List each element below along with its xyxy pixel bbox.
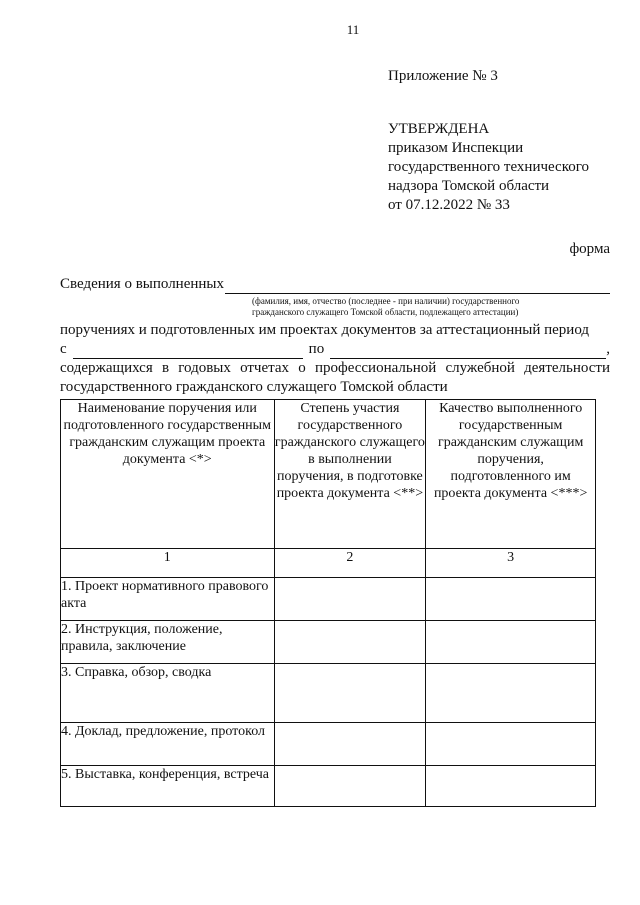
hint-line: (фамилия, имя, отчество (последнее - при наличии) государственного (252, 296, 520, 306)
column-number: 2 (274, 549, 426, 578)
quality-cell[interactable] (426, 664, 596, 723)
row-title: 3. Справка, обзор, сводка (61, 664, 275, 723)
hint-line: гражданского служащего Томской области, подлежащего аттестации) (252, 307, 519, 317)
period-line (60, 340, 610, 359)
period-to-label: по (308, 341, 325, 357)
appendix-label: Приложение № 3 (388, 68, 498, 84)
quality-cell[interactable] (426, 578, 596, 621)
intro-line-1 (60, 275, 610, 294)
participation-cell[interactable] (274, 664, 426, 723)
approval-line: надзора Томской области (388, 178, 550, 194)
table-row (61, 723, 596, 766)
name-hint (252, 296, 610, 318)
table-header-row (61, 400, 596, 549)
quality-cell[interactable] (426, 723, 596, 766)
intro-line-4: содержащихся в годовых отчетах о профессиональной служебной деятельности (60, 360, 610, 376)
header-cell: Степень участия государственного гражданского служащего в выполнении поручения, в подготовке проекта документа <**> (274, 400, 426, 549)
table-row (61, 664, 596, 723)
participation-cell[interactable] (274, 723, 426, 766)
table-row (61, 578, 596, 621)
approval-title: УТВЕРЖДЕНА (388, 121, 490, 137)
period-from-label: с (60, 341, 67, 357)
table-row (61, 766, 596, 807)
approval-line: приказом Инспекции (388, 140, 524, 156)
approval-block (388, 120, 589, 215)
participation-cell[interactable] (274, 621, 426, 664)
approval-date: от 07.12.2022 № 33 (388, 197, 510, 213)
participation-cell[interactable] (274, 578, 426, 621)
intro-paragraph (60, 275, 610, 397)
column-number-row (61, 549, 596, 578)
intro-line-2: поручениях и подготовленных им проектах документов за аттестационный период (60, 322, 590, 338)
table-row (61, 621, 596, 664)
period-from-blank[interactable] (73, 343, 303, 359)
page-number: 11 (346, 22, 360, 37)
approval-line: государственного технического (388, 159, 590, 175)
row-title: 1. Проект нормативного правового акта (61, 578, 275, 621)
row-title: 4. Доклад, предложение, протокол (61, 723, 275, 766)
form-label: форма (569, 241, 610, 257)
row-title: 5. Выставка, конференция, встреча (61, 766, 275, 807)
row-title: 2. Инструкция, положение, правила, заключение (61, 621, 275, 664)
intro-line-5: государственного гражданского служащего Томской области (60, 379, 448, 395)
header-cell: Качество выполненного государственным гражданским служащим поручения, подготовленного им проекта документа <***> (426, 400, 596, 549)
quality-cell[interactable] (426, 621, 596, 664)
quality-cell[interactable] (426, 766, 596, 807)
column-number: 3 (426, 549, 596, 578)
records-table (60, 399, 596, 807)
column-number: 1 (61, 549, 275, 578)
name-blank[interactable] (225, 278, 610, 294)
header-cell: Наименование поручения или подготовленного государственным гражданским служащим проекта документа <*> (61, 400, 275, 549)
intro-lead: Сведения о выполненных (60, 276, 224, 292)
period-comma: , (606, 341, 610, 357)
period-to-blank[interactable] (330, 343, 606, 359)
participation-cell[interactable] (274, 766, 426, 807)
